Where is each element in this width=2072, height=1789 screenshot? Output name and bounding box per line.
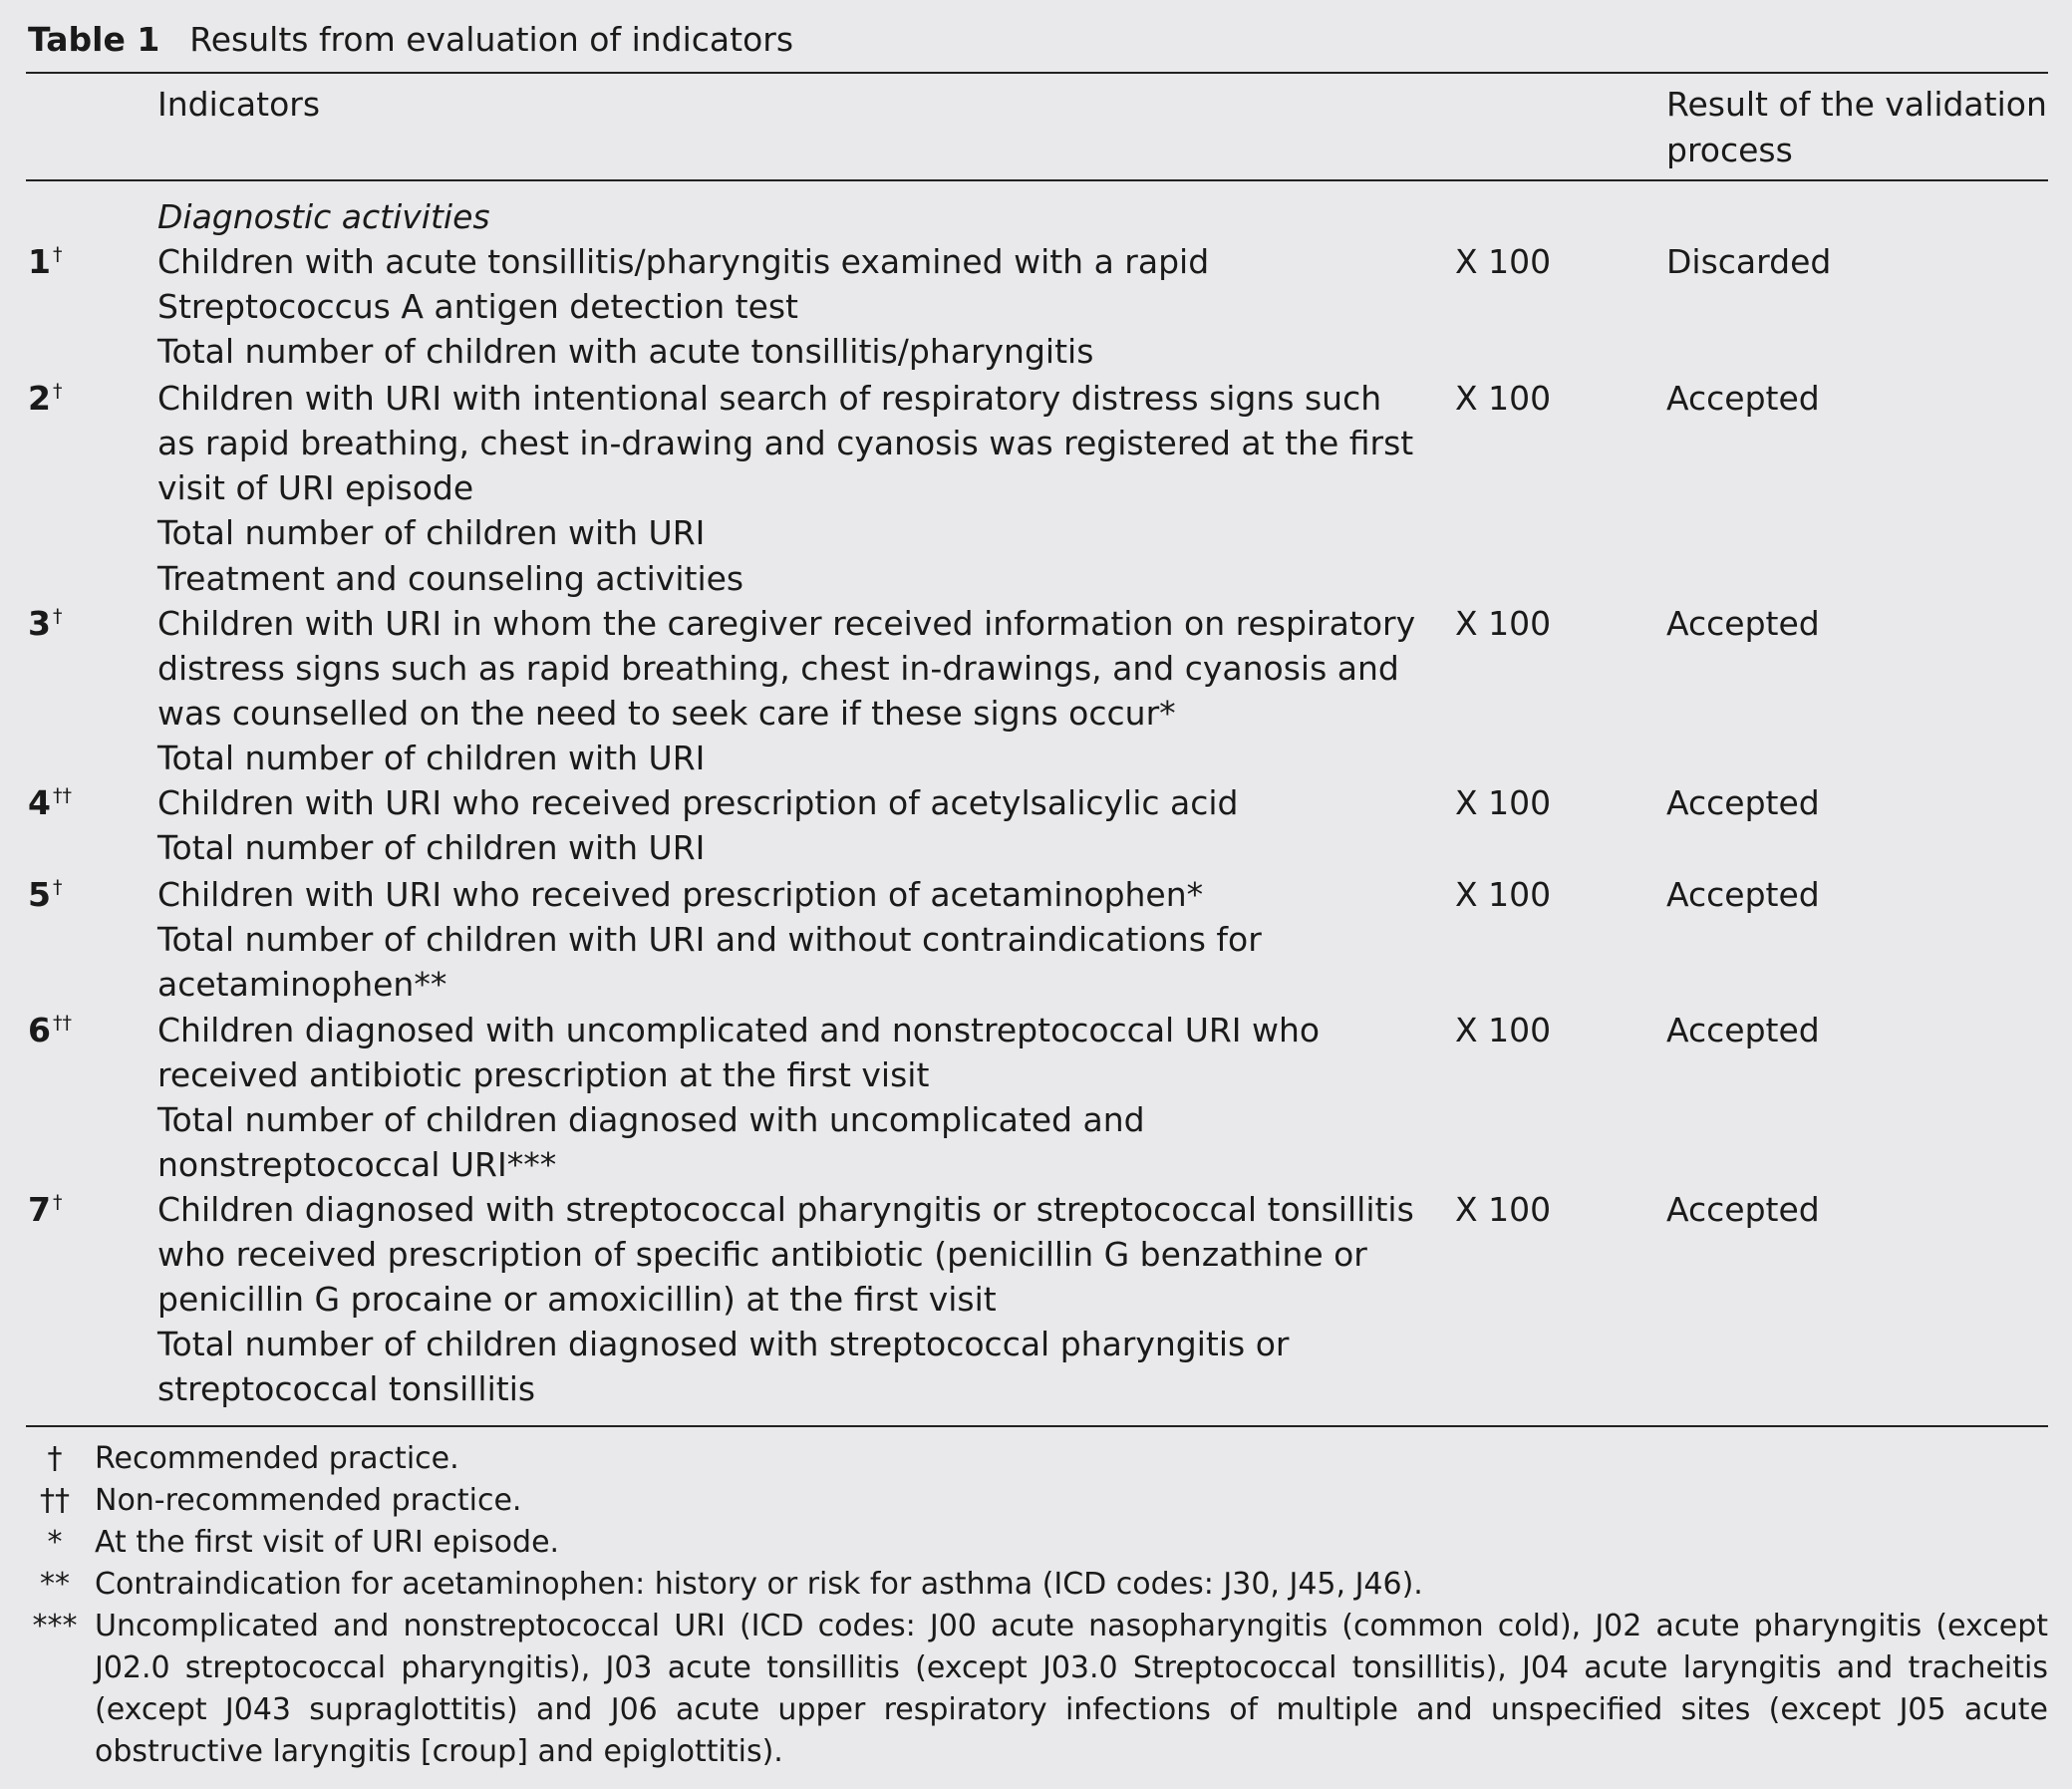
footnote-mark: ** — [40, 1567, 70, 1602]
denominator: Total number of children diagnosed with uncomplicated and nonstreptococcal URI*** — [157, 1100, 1145, 1184]
row-number: 2 † — [28, 379, 63, 418]
footnote-text: Contraindication for acetaminophen: history or risk for asthma (ICD codes: J30, J45, J46). — [95, 1567, 1423, 1602]
indicator-cell — [157, 1187, 1423, 1411]
multiplier: X 100 — [1455, 1190, 1552, 1229]
multiplier: X 100 — [1455, 1011, 1552, 1049]
top-rule — [26, 72, 2048, 74]
indicator-cell — [157, 780, 1423, 870]
row-number: 4 †† — [28, 783, 72, 822]
row-number: 6 †† — [28, 1011, 72, 1049]
denominator: Total number of children with URI — [157, 513, 706, 552]
row-number: 1 † — [28, 242, 63, 281]
denominator: Total number of children with URI — [157, 739, 706, 777]
row-number: 5 † — [28, 875, 63, 914]
result-value: Accepted — [1666, 783, 1820, 822]
numerator: Children with URI in whom the caregiver received information on respiratory distress signs such as rapid breathing, chest in-drawings, and cyanosis and was counselled on the need to seek care if these signs occur* — [157, 604, 1416, 733]
table-label: Table 1 — [28, 20, 160, 59]
result-value: Discarded — [1666, 242, 1832, 281]
result-value: Accepted — [1666, 1011, 1820, 1049]
indicator-cell — [157, 1008, 1423, 1187]
practice-mark: † — [52, 876, 63, 898]
numerator: Children diagnosed with streptococcal pharyngitis or streptococcal tonsillitis who received prescription of specific antibiotic (penicillin G benzathine or penicillin G procaine or amoxicillin) at the first visit — [157, 1190, 1414, 1319]
footnote-text: Recommended practice. — [95, 1441, 459, 1476]
numerator: Children with URI who received prescription of acetaminophen* — [157, 875, 1204, 914]
table-caption — [28, 18, 793, 62]
practice-mark: †† — [52, 1012, 72, 1034]
denominator: Total number of children with URI — [157, 828, 706, 867]
numerator: Children with URI with intentional search of respiratory distress signs such as rapid breathing, chest in-drawing and cyanosis was registered at the first visit of URI episode — [157, 379, 1414, 507]
numerator: Children with acute tonsillitis/pharyngitis examined with a rapid Streptococcus A antigen detection test — [157, 242, 1210, 326]
result-value: Accepted — [1666, 604, 1820, 643]
row-number: 3 † — [28, 604, 63, 643]
row-number: 7 † — [28, 1190, 63, 1229]
indicator-cell — [157, 872, 1423, 1007]
footnote-mark: * — [47, 1525, 63, 1560]
footnote-mark: † — [47, 1441, 63, 1476]
result-value: Accepted — [1666, 875, 1820, 914]
column-header-result: Result of the validation process — [1666, 85, 2047, 169]
practice-mark: † — [52, 243, 63, 265]
denominator: Total number of children with acute tonsillitis/pharyngitis — [157, 332, 1094, 371]
indicator-cell — [157, 239, 1423, 374]
footnote-text: Non-recommended practice. — [95, 1483, 522, 1518]
numerator: Children with URI who received prescription of acetylsalicylic acid — [157, 783, 1239, 822]
denominator: Total number of children with URI and without contraindications for acetaminophen** — [157, 920, 1262, 1004]
footnote-mark: †† — [40, 1483, 70, 1518]
practice-mark: † — [52, 1191, 63, 1213]
multiplier: X 100 — [1455, 875, 1552, 914]
bottom-rule — [26, 1425, 2048, 1427]
result-value: Accepted — [1666, 1190, 1820, 1229]
multiplier: X 100 — [1455, 379, 1552, 418]
denominator: Total number of children diagnosed with streptococcal pharyngitis or streptococcal tonsillitis — [157, 1325, 1290, 1408]
practice-mark: † — [52, 380, 63, 402]
footnote-mark: *** — [32, 1609, 78, 1643]
multiplier: X 100 — [1455, 242, 1552, 281]
multiplier: X 100 — [1455, 783, 1552, 822]
result-value: Accepted — [1666, 379, 1820, 418]
section-diagnostic: Diagnostic activities — [157, 197, 490, 236]
column-header-indicators: Indicators — [157, 85, 321, 124]
footnote-text: At the first visit of URI episode. — [95, 1525, 560, 1560]
indicator-cell — [157, 376, 1423, 555]
footnote-text: Uncomplicated and nonstreptococcal URI (ICD codes: J00 acute nasopharyngitis (common cold), J02 acute pharyngitis (except J02.0 streptococcal pharyngitis), J03 acute tonsillitis (except J03.0 Streptococcal tonsillitis), J04 acute laryngitis and tracheitis (except J043 supraglottitis) and J06 acute upper respiratory infections of multiple and unspecified sites (except J05 acute obstructive laryngitis [croup] and epiglottitis). — [95, 1609, 2048, 1769]
header-rule — [26, 179, 2048, 181]
practice-mark: † — [52, 605, 63, 627]
indicator-cell — [157, 601, 1423, 780]
section-treatment: Treatment and counseling activities — [157, 559, 744, 598]
practice-mark: †† — [52, 784, 72, 806]
multiplier: X 100 — [1455, 604, 1552, 643]
table-title: Results from evaluation of indicators — [189, 20, 794, 59]
numerator: Children diagnosed with uncomplicated and nonstreptococcal URI who received antibiotic prescription at the first visit — [157, 1011, 1321, 1094]
